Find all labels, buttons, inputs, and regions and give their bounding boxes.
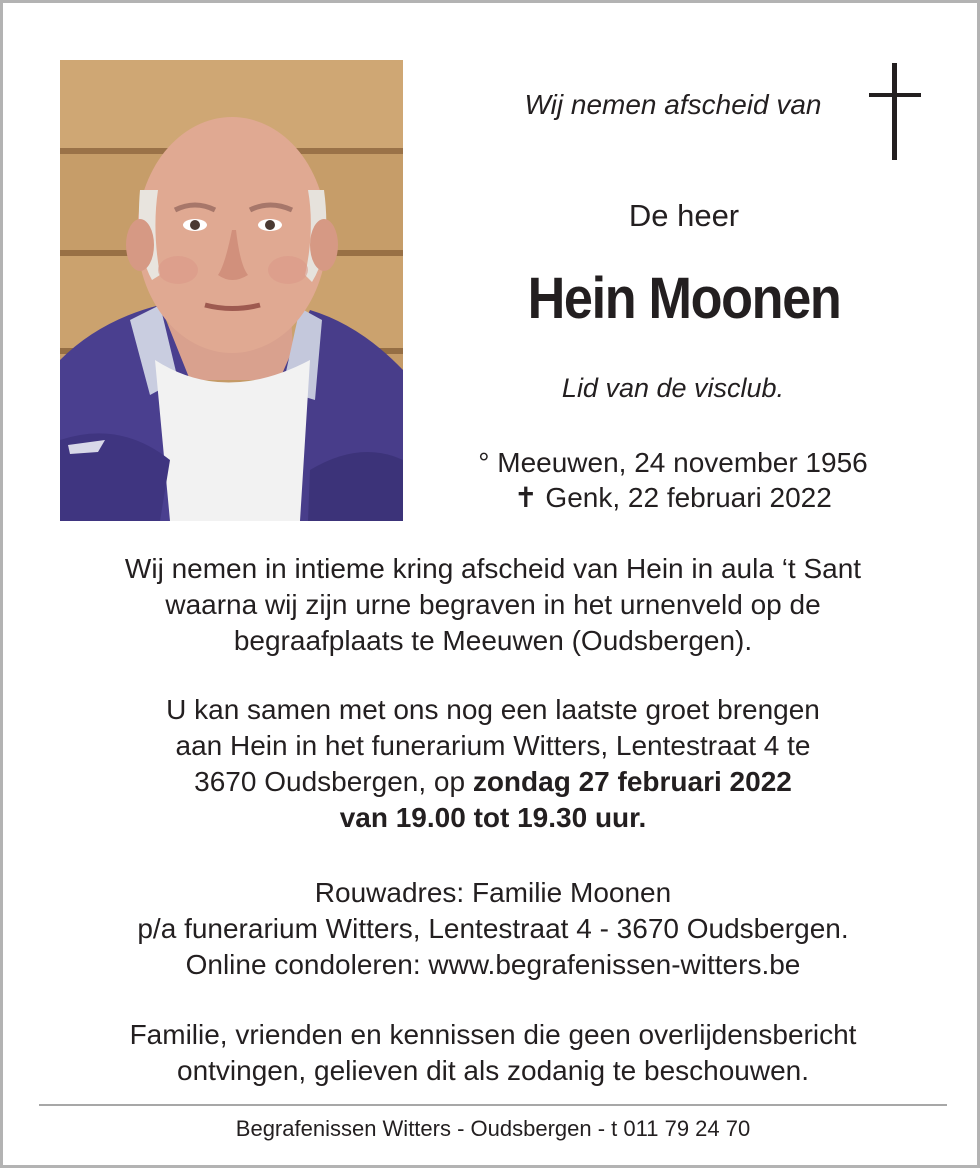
ceremony-paragraph <box>43 551 943 659</box>
visitation-date: zondag 27 februari 2022 <box>472 766 792 797</box>
death-line: ✝ Genk, 22 februari 2022 <box>514 482 832 513</box>
notice-paragraph <box>43 1017 943 1089</box>
address-paragraph <box>43 875 943 983</box>
text-line: Wij nemen in intieme kring afscheid van Hein in aula ‘t Sant <box>124 553 862 584</box>
deceased-name: Hein Moonen <box>527 266 841 331</box>
text-line: ontvingen, gelieven dit als zodanig te beschouwen. <box>177 1055 809 1086</box>
condolence-link[interactable]: Online condoleren: www.begrafenissen-witters.be <box>185 949 801 980</box>
visitation-paragraph <box>43 692 943 836</box>
cross-icon <box>865 63 925 161</box>
portrait-photo <box>60 60 403 521</box>
birth-line: ° Meeuwen, 24 november 1956 <box>478 447 868 478</box>
intro-text: Wij nemen afscheid van <box>524 89 822 120</box>
footer-text: Begrafenissen Witters - Oudsbergen - t 011 79 24 70 <box>235 1116 751 1141</box>
text-segment: 3670 Oudsbergen, op <box>194 766 473 797</box>
description: Lid van de visclub. <box>561 373 785 403</box>
visitation-time: van 19.00 tot 19.30 uur. <box>339 802 647 833</box>
text-line: aan Hein in het funerarium Witters, Lentestraat 4 te <box>175 730 811 761</box>
text-line: begraafplaats te Meeuwen (Oudsbergen). <box>233 625 753 656</box>
text-line: U kan samen met ons nog een laatste groet brengen <box>166 694 820 725</box>
text-line: waarna wij zijn urne begraven in het urnenveld op de <box>165 589 821 620</box>
divider <box>39 1104 947 1106</box>
text-line: p/a funerarium Witters, Lentestraat 4 - 3670 Oudsbergen. <box>137 913 849 944</box>
life-dates <box>443 445 903 515</box>
title-prefix: De heer <box>628 198 740 233</box>
text-line: Rouwadres: Familie Moonen <box>314 877 672 908</box>
text-line: Familie, vrienden en kennissen die geen overlijdensbericht <box>129 1019 857 1050</box>
text-line <box>43 764 943 800</box>
